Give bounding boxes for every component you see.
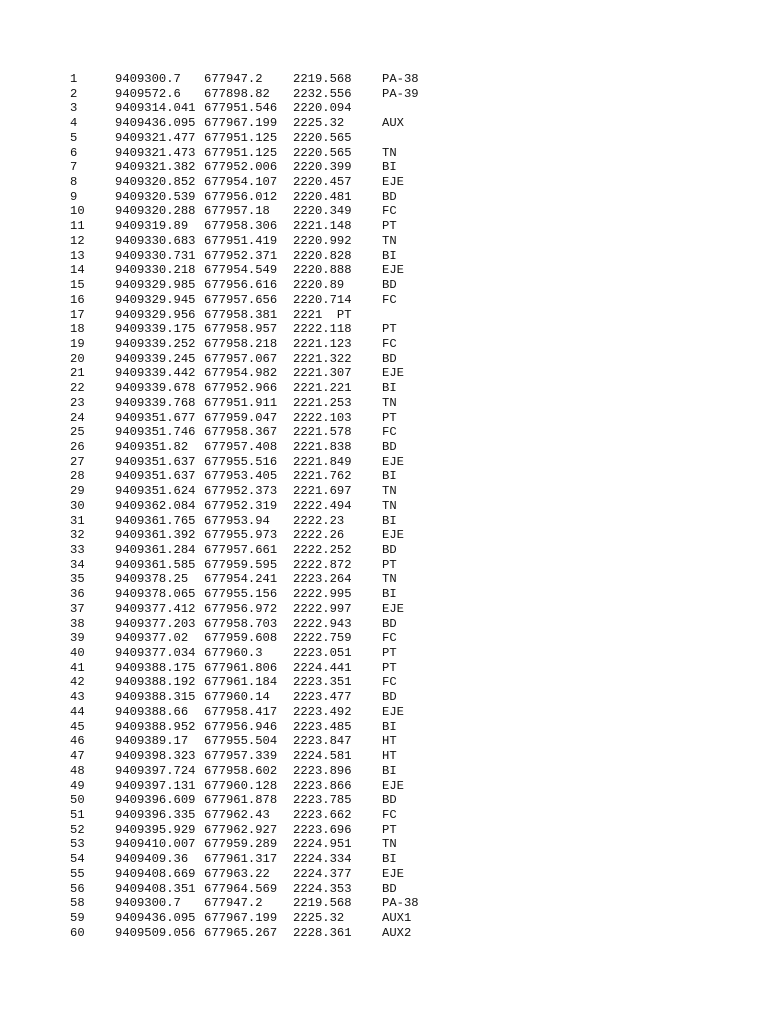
point-code-cell: BD <box>382 543 397 557</box>
point-code-cell: PA-39 <box>382 86 419 101</box>
easting-cell: 677959.595 <box>204 557 278 572</box>
elevation-cell: 2221.253 <box>293 395 352 410</box>
point-code-cell: TN <box>382 572 397 587</box>
point-code-cell: FC <box>382 675 397 690</box>
point-id-cell: 1 <box>70 72 78 86</box>
point-code-cell: AUX2 <box>382 925 412 940</box>
point-code-cell: EJE <box>382 454 404 469</box>
point-code-cell: BI <box>382 852 397 867</box>
elevation-cell: 2228.361 <box>293 925 352 940</box>
point-id-cell: 58 <box>70 896 85 911</box>
elevation-cell: 2222.26 <box>293 528 345 543</box>
northing-cell: 9409351.746 <box>115 425 196 440</box>
easting-cell: 677957.339 <box>204 749 278 764</box>
point-id-cell: 42 <box>70 675 85 690</box>
point-code-cell: HT <box>382 749 397 764</box>
easting-cell: 677947.2 <box>204 896 263 911</box>
northing-cell: 9409388.175 <box>115 660 196 675</box>
easting-cell: 677952.006 <box>204 160 278 175</box>
northing-cell: 9409361.765 <box>115 513 196 528</box>
elevation-cell: 2223.785 <box>293 793 352 808</box>
northing-cell: 9409397.724 <box>115 763 196 778</box>
elevation-cell: 2223.051 <box>293 646 352 661</box>
elevation-cell: 2220.399 <box>293 160 352 175</box>
point-id-cell: 24 <box>70 410 85 425</box>
elevation-cell: 2223.351 <box>293 675 352 690</box>
northing-cell: 9409398.323 <box>115 749 196 764</box>
easting-cell: 677954.241 <box>204 572 278 587</box>
point-code-cell: EJE <box>382 866 404 881</box>
northing-cell: 9409320.539 <box>115 189 196 204</box>
point-id-cell: 53 <box>70 837 85 852</box>
point-id-cell: 50 <box>70 793 85 808</box>
northing-cell: 9409395.929 <box>115 822 196 837</box>
point-id-cell: 59 <box>70 910 85 925</box>
point-id-cell: 6 <box>70 145 78 160</box>
easting-cell: 677956.946 <box>204 719 278 734</box>
point-id-cell: 49 <box>70 778 85 793</box>
northing-cell: 9409436.095 <box>115 910 196 925</box>
elevation-cell: 2221 PT <box>293 307 352 322</box>
easting-cell: 677956.972 <box>204 601 278 616</box>
point-code-cell: EJE <box>382 601 404 616</box>
northing-cell: 9409351.637 <box>115 469 196 484</box>
point-code-cell: EJE <box>382 528 404 543</box>
northing-cell: 9409320.852 <box>115 175 196 190</box>
elevation-cell: 2223.264 <box>293 572 352 587</box>
point-id-cell: 12 <box>70 233 85 248</box>
point-id-cell: 5 <box>70 130 78 145</box>
northing-cell: 9409339.252 <box>115 336 196 351</box>
elevation-cell: 2223.477 <box>293 690 352 705</box>
point-id-cell: 46 <box>70 734 85 749</box>
point-code-cell: EJE <box>382 263 404 278</box>
elevation-cell: 2223.485 <box>293 719 352 734</box>
point-code-cell: FC <box>382 204 397 219</box>
point-code-cell: BD <box>382 278 397 293</box>
elevation-cell: 2220.094 <box>293 101 352 116</box>
northing-cell: 9409329.945 <box>115 292 196 307</box>
elevation-cell: 2220.828 <box>293 248 352 263</box>
point-code-cell: PA-38 <box>382 72 419 86</box>
point-code-cell: FC <box>382 336 397 351</box>
elevation-cell: 2222.118 <box>293 322 352 337</box>
elevation-cell: 2221.762 <box>293 469 352 484</box>
elevation-cell: 2224.581 <box>293 749 352 764</box>
point-code-cell: PT <box>382 660 397 675</box>
point-code-cell: AUX <box>382 116 404 131</box>
elevation-cell: 2221.322 <box>293 351 352 366</box>
northing-cell: 9409388.192 <box>115 675 196 690</box>
point-code-cell: BD <box>382 616 397 631</box>
point-code-cell: EJE <box>382 704 404 719</box>
point-id-cell: 35 <box>70 572 85 587</box>
point-code-cell: BD <box>382 793 397 808</box>
northing-cell: 9409408.351 <box>115 881 196 896</box>
point-id-cell: 18 <box>70 322 85 337</box>
elevation-cell: 2220.457 <box>293 175 352 190</box>
easting-cell: 677955.516 <box>204 454 278 469</box>
northing-cell: 9409330.731 <box>115 248 196 263</box>
elevation-cell: 2223.492 <box>293 704 352 719</box>
easting-cell: 677956.012 <box>204 189 278 204</box>
point-code-cell: TN <box>382 233 397 248</box>
point-id-cell: 36 <box>70 587 85 602</box>
point-id-cell: 41 <box>70 660 85 675</box>
easting-cell: 677960.128 <box>204 778 278 793</box>
northing-cell: 9409509.056 <box>115 925 196 940</box>
point-code-cell: FC <box>382 425 397 440</box>
easting-cell: 677952.371 <box>204 248 278 263</box>
northing-cell: 9409330.683 <box>115 233 196 248</box>
point-id-cell: 16 <box>70 292 85 307</box>
easting-cell: 677951.125 <box>204 130 278 145</box>
point-code-cell: BI <box>382 248 397 263</box>
northing-cell: 9409339.175 <box>115 322 196 337</box>
point-code-cell: EJE <box>382 175 404 190</box>
point-code-cell: BI <box>382 381 397 396</box>
northing-cell: 9409300.7 <box>115 72 181 86</box>
northing-cell: 9409329.985 <box>115 278 196 293</box>
elevation-cell: 2222.103 <box>293 410 352 425</box>
elevation-cell: 2222.943 <box>293 616 352 631</box>
northing-cell: 9409321.473 <box>115 145 196 160</box>
elevation-cell: 2221.221 <box>293 381 352 396</box>
northing-cell: 9409388.315 <box>115 690 196 705</box>
easting-cell: 677960.14 <box>204 690 270 705</box>
point-id-cell: 29 <box>70 484 85 499</box>
point-code-cell: TN <box>382 395 397 410</box>
elevation-cell: 2220.565 <box>293 145 352 160</box>
northing-cell: 9409351.677 <box>115 410 196 425</box>
northing-cell: 9409397.131 <box>115 778 196 793</box>
elevation-cell: 2223.847 <box>293 734 352 749</box>
elevation-cell: 2224.951 <box>293 837 352 852</box>
point-code-cell: BD <box>382 881 397 896</box>
elevation-cell: 2223.696 <box>293 822 352 837</box>
point-id-cell: 34 <box>70 557 85 572</box>
point-id-cell: 21 <box>70 366 85 381</box>
easting-cell: 677961.878 <box>204 793 278 808</box>
easting-cell: 677954.982 <box>204 366 278 381</box>
easting-cell: 677958.417 <box>204 704 278 719</box>
point-code-cell: FC <box>382 631 397 646</box>
easting-cell: 677951.419 <box>204 233 278 248</box>
northing-cell: 9409436.095 <box>115 116 196 131</box>
point-code-cell: BI <box>382 587 397 602</box>
northing-cell: 9409321.477 <box>115 130 196 145</box>
easting-cell: 677957.067 <box>204 351 278 366</box>
easting-cell: 677955.973 <box>204 528 278 543</box>
easting-cell: 677954.549 <box>204 263 278 278</box>
point-id-cell: 11 <box>70 219 85 234</box>
easting-cell: 677957.656 <box>204 292 278 307</box>
easting-cell: 677958.957 <box>204 322 278 337</box>
northing-cell: 9409410.007 <box>115 837 196 852</box>
point-code-cell: PA-38 <box>382 896 419 911</box>
point-code-cell: BI <box>382 513 397 528</box>
point-id-cell: 43 <box>70 690 85 705</box>
point-code-cell: BD <box>382 189 397 204</box>
point-id-cell: 27 <box>70 454 85 469</box>
easting-cell: 677955.504 <box>204 734 278 749</box>
point-id-cell: 4 <box>70 116 78 131</box>
point-id-cell: 9 <box>70 189 78 204</box>
northing-cell: 9409339.678 <box>115 381 196 396</box>
easting-cell: 677960.3 <box>204 646 263 661</box>
point-id-cell: 52 <box>70 822 85 837</box>
elevation-cell: 2221.307 <box>293 366 352 381</box>
elevation-cell: 2223.866 <box>293 778 352 793</box>
point-code-cell: PT <box>382 410 397 425</box>
northing-cell: 9409377.034 <box>115 646 196 661</box>
northing-cell: 9409321.382 <box>115 160 196 175</box>
point-code-cell: TN <box>382 498 397 513</box>
easting-cell: 677958.381 <box>204 307 278 322</box>
point-id-cell: 30 <box>70 498 85 513</box>
easting-cell: 677952.966 <box>204 381 278 396</box>
point-code-cell: EJE <box>382 778 404 793</box>
point-code-cell: FC <box>382 807 397 822</box>
point-id-cell: 32 <box>70 528 85 543</box>
northing-cell: 9409409.36 <box>115 852 189 867</box>
elevation-cell: 2222.995 <box>293 587 352 602</box>
point-id-cell: 47 <box>70 749 85 764</box>
point-id-cell: 60 <box>70 925 85 940</box>
northing-cell: 9409300.7 <box>115 896 181 911</box>
northing-cell: 9409339.768 <box>115 395 196 410</box>
point-code-cell: BD <box>382 351 397 366</box>
point-id-cell: 23 <box>70 395 85 410</box>
point-id-cell: 17 <box>70 307 85 322</box>
elevation-cell: 2224.353 <box>293 881 352 896</box>
easting-cell: 677958.602 <box>204 763 278 778</box>
northing-cell: 9409377.203 <box>115 616 196 631</box>
point-code-cell: HT <box>382 734 397 749</box>
point-code-cell: AUX1 <box>382 910 412 925</box>
elevation-cell: 2232.556 <box>293 86 352 101</box>
elevation-cell: 2221.838 <box>293 439 352 454</box>
elevation-cell: 2220.714 <box>293 292 352 307</box>
easting-cell: 677959.289 <box>204 837 278 852</box>
easting-cell: 677952.319 <box>204 498 278 513</box>
easting-cell: 677947.2 <box>204 72 263 86</box>
northing-cell: 9409389.17 <box>115 734 189 749</box>
northing-cell: 9409378.065 <box>115 587 196 602</box>
elevation-cell: 2224.441 <box>293 660 352 675</box>
easting-cell: 677959.047 <box>204 410 278 425</box>
northing-cell: 9409351.637 <box>115 454 196 469</box>
elevation-cell: 2224.377 <box>293 866 352 881</box>
easting-cell: 677956.616 <box>204 278 278 293</box>
point-code-cell: EJE <box>382 366 404 381</box>
elevation-cell: 2225.32 <box>293 116 345 131</box>
point-code-cell: BD <box>382 439 397 454</box>
northing-cell: 9409339.442 <box>115 366 196 381</box>
point-id-cell: 45 <box>70 719 85 734</box>
point-id-cell: 2 <box>70 86 78 101</box>
point-code-cell: BI <box>382 160 397 175</box>
elevation-cell: 2223.896 <box>293 763 352 778</box>
easting-cell: 677958.703 <box>204 616 278 631</box>
northing-cell: 9409388.952 <box>115 719 196 734</box>
northing-cell: 9409388.66 <box>115 704 189 719</box>
elevation-cell: 2222.494 <box>293 498 352 513</box>
point-id-cell: 48 <box>70 763 85 778</box>
easting-cell: 677957.661 <box>204 543 278 557</box>
northing-cell: 9409377.412 <box>115 601 196 616</box>
point-id-cell: 39 <box>70 631 85 646</box>
elevation-cell: 2221.123 <box>293 336 352 351</box>
elevation-cell: 2224.334 <box>293 852 352 867</box>
point-id-cell: 28 <box>70 469 85 484</box>
point-id-cell: 7 <box>70 160 78 175</box>
easting-cell: 677967.199 <box>204 910 278 925</box>
elevation-cell: 2220.89 <box>293 278 345 293</box>
easting-cell: 677953.94 <box>204 513 270 528</box>
elevation-cell: 2222.759 <box>293 631 352 646</box>
northing-cell: 9409320.288 <box>115 204 196 219</box>
northing-cell: 9409351.82 <box>115 439 189 454</box>
northing-cell: 9409378.25 <box>115 572 189 587</box>
point-id-cell: 40 <box>70 646 85 661</box>
elevation-cell: 2221.697 <box>293 484 352 499</box>
point-id-cell: 13 <box>70 248 85 263</box>
elevation-cell: 2220.565 <box>293 130 352 145</box>
point-id-cell: 51 <box>70 807 85 822</box>
point-code-cell: BD <box>382 690 397 705</box>
easting-cell: 677963.22 <box>204 866 270 881</box>
elevation-cell: 2221.148 <box>293 219 352 234</box>
easting-cell: 677959.608 <box>204 631 278 646</box>
point-code-cell: PT <box>382 646 397 661</box>
point-code-cell: TN <box>382 837 397 852</box>
northing-cell: 9409362.084 <box>115 498 196 513</box>
point-id-cell: 19 <box>70 336 85 351</box>
northing-cell: 9409319.89 <box>115 219 189 234</box>
northing-cell: 9409351.624 <box>115 484 196 499</box>
point-id-cell: 38 <box>70 616 85 631</box>
northing-cell: 9409329.956 <box>115 307 196 322</box>
point-id-cell: 10 <box>70 204 85 219</box>
northing-cell: 9409396.335 <box>115 807 196 822</box>
point-id-cell: 14 <box>70 263 85 278</box>
elevation-cell: 2220.992 <box>293 233 352 248</box>
northing-cell: 9409361.392 <box>115 528 196 543</box>
point-id-cell: 37 <box>70 601 85 616</box>
point-code-cell: TN <box>382 145 397 160</box>
elevation-cell: 2220.481 <box>293 189 352 204</box>
point-code-cell: BI <box>382 469 397 484</box>
elevation-cell: 2222.997 <box>293 601 352 616</box>
point-code-cell: BI <box>382 763 397 778</box>
easting-cell: 677951.125 <box>204 145 278 160</box>
elevation-cell: 2223.662 <box>293 807 352 822</box>
easting-cell: 677952.373 <box>204 484 278 499</box>
northing-cell: 9409361.585 <box>115 557 196 572</box>
point-code-cell: PT <box>382 219 397 234</box>
elevation-cell: 2219.568 <box>293 72 352 86</box>
point-id-cell: 56 <box>70 881 85 896</box>
point-id-cell: 33 <box>70 543 85 557</box>
point-code-cell: PT <box>382 322 397 337</box>
easting-cell: 677951.911 <box>204 395 278 410</box>
elevation-cell: 2219.568 <box>293 896 352 911</box>
easting-cell: 677967.199 <box>204 116 278 131</box>
easting-cell: 677957.408 <box>204 439 278 454</box>
point-id-cell: 55 <box>70 866 85 881</box>
easting-cell: 677957.18 <box>204 204 270 219</box>
point-code-cell: PT <box>382 557 397 572</box>
point-id-cell: 31 <box>70 513 85 528</box>
northing-cell: 9409408.669 <box>115 866 196 881</box>
easting-cell: 677958.306 <box>204 219 278 234</box>
northing-cell: 9409314.041 <box>115 101 196 116</box>
elevation-cell: 2220.349 <box>293 204 352 219</box>
point-id-cell: 15 <box>70 278 85 293</box>
easting-cell: 677961.184 <box>204 675 278 690</box>
elevation-cell: 2222.252 <box>293 543 352 557</box>
easting-cell: 677962.43 <box>204 807 270 822</box>
easting-cell: 677961.806 <box>204 660 278 675</box>
easting-cell: 677954.107 <box>204 175 278 190</box>
point-id-cell: 54 <box>70 852 85 867</box>
point-code-cell: TN <box>382 484 397 499</box>
elevation-cell: 2221.578 <box>293 425 352 440</box>
easting-cell: 677953.405 <box>204 469 278 484</box>
point-code-cell: PT <box>382 822 397 837</box>
northing-cell: 9409339.245 <box>115 351 196 366</box>
elevation-cell: 2222.872 <box>293 557 352 572</box>
easting-cell: 677958.367 <box>204 425 278 440</box>
elevation-cell: 2222.23 <box>293 513 345 528</box>
easting-cell: 677964.569 <box>204 881 278 896</box>
northing-cell: 9409572.6 <box>115 86 181 101</box>
northing-cell: 9409330.218 <box>115 263 196 278</box>
point-id-cell: 20 <box>70 351 85 366</box>
elevation-cell: 2221.849 <box>293 454 352 469</box>
northing-cell: 9409377.02 <box>115 631 189 646</box>
easting-cell: 677955.156 <box>204 587 278 602</box>
point-code-cell: BI <box>382 719 397 734</box>
point-code-cell: FC <box>382 292 397 307</box>
easting-cell: 677965.267 <box>204 925 278 940</box>
northing-cell: 9409361.284 <box>115 543 196 557</box>
easting-cell: 677898.82 <box>204 86 270 101</box>
point-id-cell: 3 <box>70 101 78 116</box>
easting-cell: 677962.927 <box>204 822 278 837</box>
point-id-cell: 22 <box>70 381 85 396</box>
point-id-cell: 8 <box>70 175 78 190</box>
elevation-cell: 2220.888 <box>293 263 352 278</box>
easting-cell: 677958.218 <box>204 336 278 351</box>
easting-cell: 677951.546 <box>204 101 278 116</box>
northing-cell: 9409396.609 <box>115 793 196 808</box>
elevation-cell: 2225.32 <box>293 910 345 925</box>
point-id-cell: 44 <box>70 704 85 719</box>
point-id-cell: 25 <box>70 425 85 440</box>
easting-cell: 677961.317 <box>204 852 278 867</box>
point-id-cell: 26 <box>70 439 85 454</box>
